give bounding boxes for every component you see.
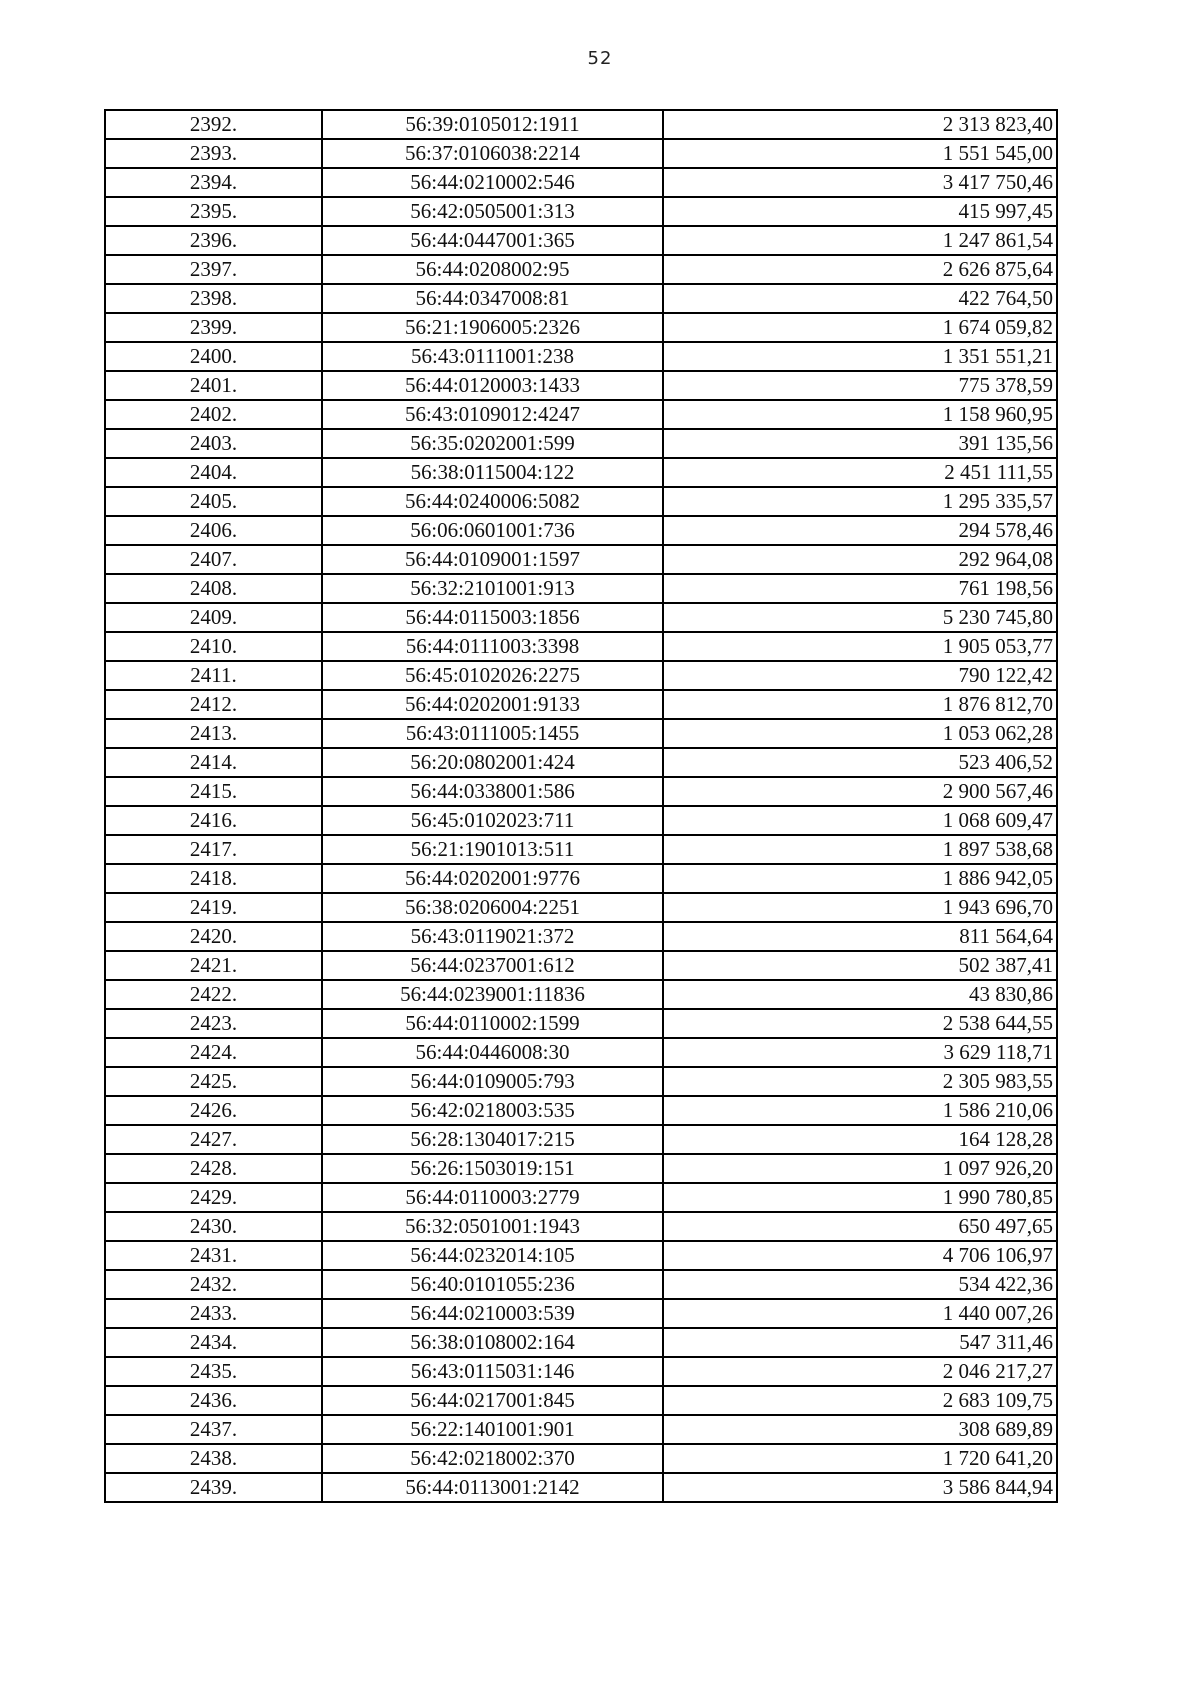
cadastral-value-cell: 2 313 823,40 [663, 110, 1057, 139]
table-row [105, 1183, 1057, 1212]
cadastral-value-cell: 2 626 875,64 [663, 255, 1057, 284]
cadastral-value-cell: 2 683 109,75 [663, 1386, 1057, 1415]
cadastral-number-cell: 56:21:1906005:2326 [322, 313, 663, 342]
cadastral-value-cell: 4 706 106,97 [663, 1241, 1057, 1270]
cadastral-number-cell: 56:38:0206004:2251 [322, 893, 663, 922]
row-number-cell: 2431. [105, 1241, 322, 1270]
cadastral-number-cell: 56:44:0202001:9776 [322, 864, 663, 893]
row-number-cell: 2399. [105, 313, 322, 342]
row-number-cell: 2430. [105, 1212, 322, 1241]
table-row [105, 951, 1057, 980]
table-row [105, 255, 1057, 284]
cadastral-number-cell: 56:43:0115031:146 [322, 1357, 663, 1386]
table-body [105, 110, 1057, 1502]
row-number-cell: 2409. [105, 603, 322, 632]
table-row [105, 922, 1057, 951]
table-row [105, 1212, 1057, 1241]
row-number-cell: 2432. [105, 1270, 322, 1299]
cadastral-value-cell: 1 720 641,20 [663, 1444, 1057, 1473]
table-row [105, 980, 1057, 1009]
table-row [105, 429, 1057, 458]
table-row [105, 458, 1057, 487]
row-number-cell: 2427. [105, 1125, 322, 1154]
cadastral-number-cell: 56:44:0110003:2779 [322, 1183, 663, 1212]
table-row [105, 1328, 1057, 1357]
row-number-cell: 2403. [105, 429, 322, 458]
table-row [105, 545, 1057, 574]
table-row [105, 1357, 1057, 1386]
cadastral-value-cell: 2 900 567,46 [663, 777, 1057, 806]
cadastral-value-cell: 308 689,89 [663, 1415, 1057, 1444]
row-number-cell: 2410. [105, 632, 322, 661]
cadastral-number-cell: 56:43:0109012:4247 [322, 400, 663, 429]
cadastral-value-cell: 761 198,56 [663, 574, 1057, 603]
cadastral-number-cell: 56:44:0210002:546 [322, 168, 663, 197]
cadastral-number-cell: 56:44:0237001:612 [322, 951, 663, 980]
table-row [105, 1415, 1057, 1444]
cadastral-value-cell: 547 311,46 [663, 1328, 1057, 1357]
table-row [105, 748, 1057, 777]
cadastral-value-cell: 775 378,59 [663, 371, 1057, 400]
cadastral-value-cell: 1 068 609,47 [663, 806, 1057, 835]
table-row [105, 690, 1057, 719]
cadastral-value-cell: 1 551 545,00 [663, 139, 1057, 168]
cadastral-value-cell: 1 440 007,26 [663, 1299, 1057, 1328]
cadastral-number-cell: 56:44:0447001:365 [322, 226, 663, 255]
row-number-cell: 2395. [105, 197, 322, 226]
row-number-cell: 2428. [105, 1154, 322, 1183]
cadastral-value-cell: 2 305 983,55 [663, 1067, 1057, 1096]
cadastral-number-cell: 56:44:0210003:539 [322, 1299, 663, 1328]
cadastral-number-cell: 56:32:2101001:913 [322, 574, 663, 603]
row-number-cell: 2420. [105, 922, 322, 951]
cadastral-number-cell: 56:06:0601001:736 [322, 516, 663, 545]
cadastral-number-cell: 56:26:1503019:151 [322, 1154, 663, 1183]
cadastral-number-cell: 56:44:0239001:11836 [322, 980, 663, 1009]
cadastral-value-cell: 1 897 538,68 [663, 835, 1057, 864]
cadastral-value-cell: 1 990 780,85 [663, 1183, 1057, 1212]
cadastral-number-cell: 56:44:0217001:845 [322, 1386, 663, 1415]
table-row [105, 1473, 1057, 1502]
row-number-cell: 2394. [105, 168, 322, 197]
cadastral-value-cell: 3 629 118,71 [663, 1038, 1057, 1067]
table-row [105, 139, 1057, 168]
table-row [105, 371, 1057, 400]
row-number-cell: 2417. [105, 835, 322, 864]
cadastral-value-cell: 422 764,50 [663, 284, 1057, 313]
cadastral-number-cell: 56:44:0232014:105 [322, 1241, 663, 1270]
cadastral-value-table [104, 109, 1058, 1503]
cadastral-value-cell: 1 674 059,82 [663, 313, 1057, 342]
table-row [105, 719, 1057, 748]
table-row [105, 197, 1057, 226]
cadastral-value-cell: 790 122,42 [663, 661, 1057, 690]
row-number-cell: 2407. [105, 545, 322, 574]
row-number-cell: 2396. [105, 226, 322, 255]
table-row [105, 1270, 1057, 1299]
row-number-cell: 2435. [105, 1357, 322, 1386]
row-number-cell: 2402. [105, 400, 322, 429]
cadastral-number-cell: 56:39:0105012:1911 [322, 110, 663, 139]
row-number-cell: 2422. [105, 980, 322, 1009]
page-number: 52 [587, 48, 613, 69]
table-row [105, 516, 1057, 545]
cadastral-value-cell: 1 886 942,05 [663, 864, 1057, 893]
table-row [105, 574, 1057, 603]
row-number-cell: 2393. [105, 139, 322, 168]
cadastral-number-cell: 56:35:0202001:599 [322, 429, 663, 458]
cadastral-number-cell: 56:37:0106038:2214 [322, 139, 663, 168]
cadastral-number-cell: 56:42:0218003:535 [322, 1096, 663, 1125]
table-row [105, 110, 1057, 139]
table-row [105, 1386, 1057, 1415]
cadastral-number-cell: 56:44:0347008:81 [322, 284, 663, 313]
table-row [105, 603, 1057, 632]
table-row [105, 1444, 1057, 1473]
row-number-cell: 2406. [105, 516, 322, 545]
row-number-cell: 2401. [105, 371, 322, 400]
cadastral-value-cell: 1 097 926,20 [663, 1154, 1057, 1183]
cadastral-value-cell: 2 046 217,27 [663, 1357, 1057, 1386]
cadastral-number-cell: 56:42:0505001:313 [322, 197, 663, 226]
cadastral-number-cell: 56:38:0115004:122 [322, 458, 663, 487]
cadastral-value-cell: 1 351 551,21 [663, 342, 1057, 371]
cadastral-number-cell: 56:44:0111003:3398 [322, 632, 663, 661]
row-number-cell: 2418. [105, 864, 322, 893]
cadastral-value-cell: 391 135,56 [663, 429, 1057, 458]
table-row [105, 313, 1057, 342]
row-number-cell: 2426. [105, 1096, 322, 1125]
cadastral-number-cell: 56:32:0501001:1943 [322, 1212, 663, 1241]
table-row [105, 661, 1057, 690]
row-number-cell: 2437. [105, 1415, 322, 1444]
cadastral-value-cell: 415 997,45 [663, 197, 1057, 226]
cadastral-number-cell: 56:44:0115003:1856 [322, 603, 663, 632]
row-number-cell: 2424. [105, 1038, 322, 1067]
row-number-cell: 2400. [105, 342, 322, 371]
row-number-cell: 2392. [105, 110, 322, 139]
table-row [105, 1154, 1057, 1183]
row-number-cell: 2414. [105, 748, 322, 777]
cadastral-number-cell: 56:44:0120003:1433 [322, 371, 663, 400]
table-row [105, 893, 1057, 922]
table-row [105, 1241, 1057, 1270]
row-number-cell: 2404. [105, 458, 322, 487]
row-number-cell: 2433. [105, 1299, 322, 1328]
cadastral-value-cell: 3 417 750,46 [663, 168, 1057, 197]
table-row [105, 1125, 1057, 1154]
cadastral-number-cell: 56:22:1401001:901 [322, 1415, 663, 1444]
cadastral-number-cell: 56:44:0240006:5082 [322, 487, 663, 516]
cadastral-value-cell: 523 406,52 [663, 748, 1057, 777]
cadastral-number-cell: 56:44:0338001:586 [322, 777, 663, 806]
cadastral-value-cell: 164 128,28 [663, 1125, 1057, 1154]
cadastral-value-cell: 1 295 335,57 [663, 487, 1057, 516]
cadastral-number-cell: 56:43:0111001:238 [322, 342, 663, 371]
cadastral-number-cell: 56:40:0101055:236 [322, 1270, 663, 1299]
table-row [105, 1038, 1057, 1067]
cadastral-value-cell: 292 964,08 [663, 545, 1057, 574]
cadastral-number-cell: 56:44:0208002:95 [322, 255, 663, 284]
cadastral-number-cell: 56:44:0202001:9133 [322, 690, 663, 719]
cadastral-value-cell: 502 387,41 [663, 951, 1057, 980]
row-number-cell: 2425. [105, 1067, 322, 1096]
table-row [105, 1299, 1057, 1328]
row-number-cell: 2416. [105, 806, 322, 835]
cadastral-value-cell: 1 053 062,28 [663, 719, 1057, 748]
cadastral-number-cell: 56:44:0109001:1597 [322, 545, 663, 574]
table-row [105, 400, 1057, 429]
cadastral-number-cell: 56:44:0113001:2142 [322, 1473, 663, 1502]
cadastral-number-cell: 56:38:0108002:164 [322, 1328, 663, 1357]
table-row [105, 864, 1057, 893]
row-number-cell: 2434. [105, 1328, 322, 1357]
row-number-cell: 2411. [105, 661, 322, 690]
row-number-cell: 2436. [105, 1386, 322, 1415]
cadastral-value-cell: 1 876 812,70 [663, 690, 1057, 719]
cadastral-value-cell: 1 158 960,95 [663, 400, 1057, 429]
cadastral-value-cell: 2 538 644,55 [663, 1009, 1057, 1038]
cadastral-value-cell: 1 943 696,70 [663, 893, 1057, 922]
cadastral-value-cell: 650 497,65 [663, 1212, 1057, 1241]
row-number-cell: 2423. [105, 1009, 322, 1038]
row-number-cell: 2405. [105, 487, 322, 516]
row-number-cell: 2419. [105, 893, 322, 922]
row-number-cell: 2397. [105, 255, 322, 284]
cadastral-number-cell: 56:44:0109005:793 [322, 1067, 663, 1096]
table-row [105, 1096, 1057, 1125]
cadastral-value-cell: 43 830,86 [663, 980, 1057, 1009]
table-row [105, 835, 1057, 864]
table-row [105, 806, 1057, 835]
cadastral-number-cell: 56:28:1304017:215 [322, 1125, 663, 1154]
cadastral-number-cell: 56:45:0102023:711 [322, 806, 663, 835]
table-row [105, 777, 1057, 806]
cadastral-value-cell: 1 247 861,54 [663, 226, 1057, 255]
table-row [105, 487, 1057, 516]
table-row [105, 168, 1057, 197]
cadastral-value-cell: 294 578,46 [663, 516, 1057, 545]
cadastral-number-cell: 56:44:0110002:1599 [322, 1009, 663, 1038]
table-row [105, 1009, 1057, 1038]
cadastral-number-cell: 56:42:0218002:370 [322, 1444, 663, 1473]
row-number-cell: 2429. [105, 1183, 322, 1212]
cadastral-value-cell: 1 586 210,06 [663, 1096, 1057, 1125]
cadastral-value-cell: 1 905 053,77 [663, 632, 1057, 661]
cadastral-value-cell: 534 422,36 [663, 1270, 1057, 1299]
table-row [105, 342, 1057, 371]
cadastral-number-cell: 56:43:0111005:1455 [322, 719, 663, 748]
table-row [105, 284, 1057, 313]
row-number-cell: 2439. [105, 1473, 322, 1502]
table-row [105, 632, 1057, 661]
cadastral-value-cell: 5 230 745,80 [663, 603, 1057, 632]
cadastral-number-cell: 56:43:0119021:372 [322, 922, 663, 951]
cadastral-number-cell: 56:44:0446008:30 [322, 1038, 663, 1067]
cadastral-number-cell: 56:45:0102026:2275 [322, 661, 663, 690]
table-row [105, 226, 1057, 255]
cadastral-value-cell: 811 564,64 [663, 922, 1057, 951]
row-number-cell: 2421. [105, 951, 322, 980]
row-number-cell: 2408. [105, 574, 322, 603]
row-number-cell: 2413. [105, 719, 322, 748]
row-number-cell: 2438. [105, 1444, 322, 1473]
table-row [105, 1067, 1057, 1096]
row-number-cell: 2412. [105, 690, 322, 719]
cadastral-number-cell: 56:20:0802001:424 [322, 748, 663, 777]
row-number-cell: 2398. [105, 284, 322, 313]
cadastral-number-cell: 56:21:1901013:511 [322, 835, 663, 864]
cadastral-value-cell: 3 586 844,94 [663, 1473, 1057, 1502]
cadastral-value-cell: 2 451 111,55 [663, 458, 1057, 487]
row-number-cell: 2415. [105, 777, 322, 806]
